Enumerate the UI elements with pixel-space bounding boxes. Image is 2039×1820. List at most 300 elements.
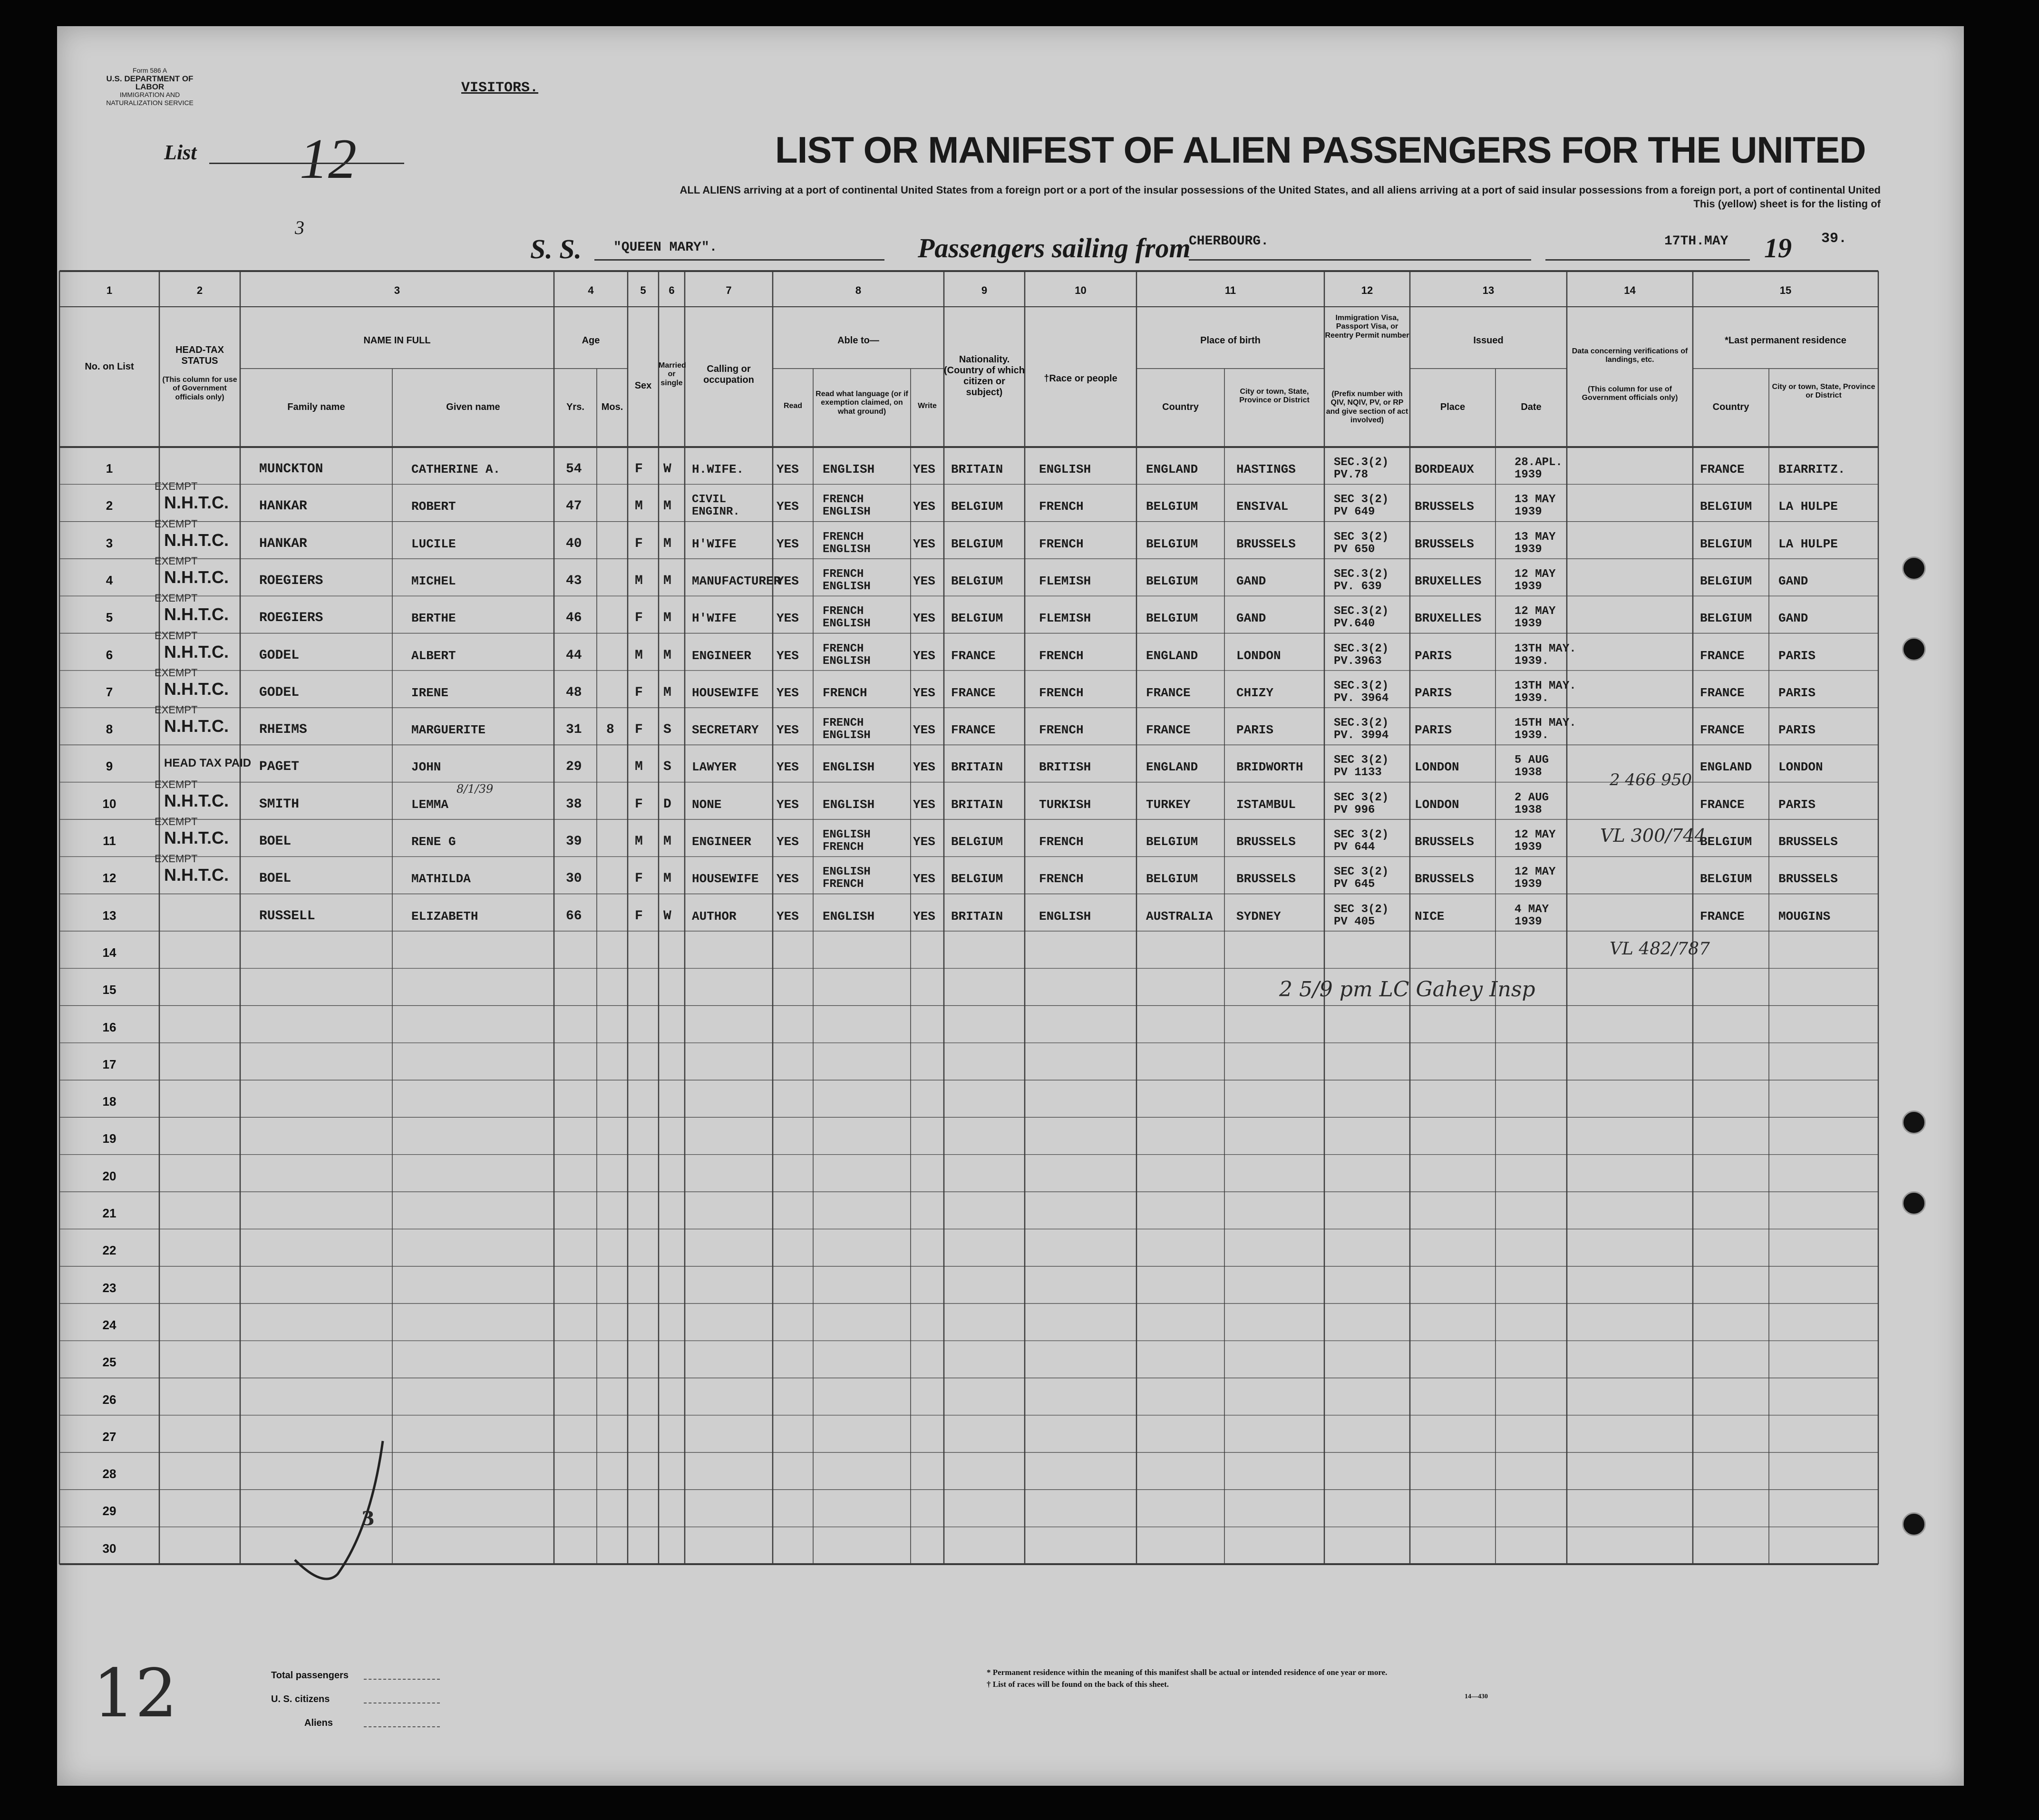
year-prefix: 19 (1764, 233, 1792, 263)
header-read-language: Read what language (or if exemption claimed, on what ground) (816, 390, 908, 416)
residence-country: BELGIUM (1700, 536, 1752, 551)
row-number: 25 (102, 1355, 117, 1370)
sailing-date: 17TH.MAY (1664, 234, 1728, 249)
family-name: RUSSELL (259, 908, 315, 924)
birth-city: HASTINGS (1236, 462, 1296, 477)
sex: F (635, 908, 643, 924)
can-read: YES (777, 648, 799, 663)
race-or-people: FRENCH (1039, 723, 1084, 738)
handwritten-mark: 3 (295, 217, 304, 238)
head-tax-status: N.H.T.C. (164, 642, 229, 662)
residence-country: BELGIUM (1700, 574, 1752, 588)
residence-city: BRUSSELS (1778, 872, 1838, 886)
can-read: YES (777, 574, 799, 588)
header-issued-date: Date (1521, 402, 1542, 412)
can-write: YES (913, 648, 935, 663)
column-number: 13 (1482, 284, 1495, 296)
read-language: FRENCH ENGLISH (823, 493, 871, 519)
age-years: 40 (566, 536, 582, 551)
exempt-stamp: EXEMPT (155, 629, 198, 642)
age-years: 38 (566, 797, 582, 812)
can-read: YES (777, 499, 799, 514)
age-years: 48 (566, 685, 582, 700)
issued-date: 12 MAY 1939 (1515, 866, 1556, 891)
birth-country: ENGLAND (1146, 648, 1198, 663)
nationality: BRITAIN (951, 760, 1003, 775)
issued-date: 13TH MAY. 1939. (1515, 642, 1576, 668)
column-number: 1 (106, 284, 113, 296)
can-read: YES (777, 536, 799, 551)
residence-country: FRANCE (1700, 797, 1745, 812)
given-name: ALBERT (411, 648, 456, 663)
header-able-to: Able to— (837, 335, 879, 346)
page-title: LIST OR MANIFEST OF ALIEN PASSENGERS FOR THE UNITED (775, 129, 1866, 171)
can-write: YES (913, 462, 935, 477)
residence-country: BELGIUM (1700, 872, 1752, 886)
sex: F (635, 871, 643, 886)
nationality: BELGIUM (951, 835, 1003, 849)
visa-number: SEC.3(2) PV. 639 (1334, 567, 1389, 593)
sex: F (635, 462, 643, 477)
row-number: 1 (106, 461, 113, 476)
issued-date: 12 MAY 1939 (1515, 567, 1556, 593)
occupation: HOUSEWIFE (692, 872, 759, 886)
row-number: 7 (106, 684, 113, 699)
occupation: MANUFACTURER (692, 574, 781, 588)
header-race: †Race or people (1044, 373, 1117, 384)
birth-country: BELGIUM (1146, 611, 1198, 626)
binder-hole (1902, 556, 1926, 580)
row-number: 27 (102, 1429, 117, 1444)
row-number: 8 (106, 722, 113, 737)
age-years: 46 (566, 611, 582, 626)
marital-status: S (663, 722, 671, 738)
issued-date: 28.APL. 1939 (1515, 456, 1563, 481)
row-number: 17 (102, 1057, 117, 1071)
issued-place: BRUSSELS (1415, 872, 1474, 886)
birth-country: ENGLAND (1146, 462, 1198, 477)
column-number: 9 (981, 284, 988, 296)
nationality: BRITAIN (951, 797, 1003, 812)
row-number: 21 (102, 1206, 117, 1220)
race-or-people: ENGLISH (1039, 909, 1091, 924)
head-tax-status: N.H.T.C. (164, 716, 229, 736)
total-passengers-line (364, 1679, 440, 1680)
head-tax-status: N.H.T.C. (164, 604, 229, 624)
issued-date: 12 MAY 1939 (1515, 605, 1556, 631)
age-months: 8 (606, 722, 614, 738)
row-number: 13 (102, 908, 117, 923)
row13-verification: VL 482/787 (1610, 939, 1710, 959)
can-write: YES (913, 872, 935, 886)
visitors-label: VISITORS. (461, 80, 539, 96)
birth-city: LONDON (1236, 648, 1281, 663)
header-verifications-note: (This column for use of Government officials only) (1582, 385, 1678, 402)
given-name: CATHERINE A. (411, 462, 501, 477)
occupation: NONE (692, 797, 722, 812)
race-or-people: FLEMISH (1039, 574, 1091, 588)
issued-place: LONDON (1415, 797, 1459, 812)
issued-date: 13TH MAY. 1939. (1515, 679, 1576, 705)
residence-city: LA HULPE (1778, 499, 1838, 514)
visa-number: SEC 3(2) PV 649 (1334, 493, 1389, 519)
head-tax-status: N.H.T.C. (164, 567, 229, 587)
residence-city: LA HULPE (1778, 536, 1838, 551)
issued-place: NICE (1415, 909, 1445, 924)
residence-city: PARIS (1778, 685, 1816, 700)
year-suffix: 39. (1821, 231, 1847, 247)
birth-country: AUSTRALIA (1146, 909, 1213, 924)
can-write: YES (913, 723, 935, 738)
occupation: SECRETARY (692, 723, 759, 738)
occupation: ENGINEER (692, 648, 751, 663)
nationality: BELGIUM (951, 611, 1003, 626)
nationality: FRANCE (951, 723, 996, 738)
column-number: 7 (726, 284, 732, 296)
family-name: HANKAR (259, 499, 307, 514)
row-number: 11 (103, 834, 116, 848)
departure-port: CHERBOURG. (1189, 234, 1269, 249)
issued-place: BRUXELLES (1415, 611, 1482, 626)
family-name: ROEGIERS (259, 573, 323, 588)
race-or-people: FRENCH (1039, 835, 1084, 849)
nationality: BELGIUM (951, 499, 1003, 514)
sex: F (635, 722, 643, 738)
footnote-residence: * Permanent residence within the meaning of this manifest shall be actual or intended residence of one year or more. (987, 1668, 1388, 1677)
head-tax-status: HEAD TAX PAID (164, 757, 252, 770)
occupation: H.WIFE. (692, 462, 744, 477)
race-or-people: FRENCH (1039, 872, 1084, 886)
family-name: ROEGIERS (259, 611, 323, 626)
subtitle-line-1: ALL ALIENS arriving at a port of continental United States from a foreign port or a port of the insular possessions of the United States, and all aliens arriving at a port of said insular possessions from a foreign port, a port of continental United (680, 184, 1881, 196)
can-write: YES (913, 611, 935, 626)
occupation: H'WIFE (692, 536, 737, 551)
given-name: MICHEL (411, 574, 456, 588)
column-number: 8 (855, 284, 862, 296)
list-number: 12 (300, 127, 357, 190)
nationality: BELGIUM (951, 574, 1003, 588)
inspector-signature: 2 5/9 pm LC Gahey Insp (1279, 977, 1535, 1002)
header-read: Read (783, 402, 803, 410)
column-number: 10 (1075, 284, 1087, 296)
can-read: YES (777, 797, 799, 812)
nationality: BRITAIN (951, 462, 1003, 477)
given-name: ROBERT (411, 499, 456, 514)
column-number: 15 (1779, 284, 1792, 296)
exempt-stamp: EXEMPT (155, 555, 198, 567)
can-read: YES (777, 909, 799, 924)
sex: F (635, 611, 643, 626)
can-write: YES (913, 499, 935, 514)
read-language: FRENCH (823, 685, 867, 700)
visa-number: SEC.3(2) PV.3963 (1334, 642, 1389, 668)
issued-place: BRUSSELS (1415, 536, 1474, 551)
marital-status: M (663, 648, 671, 663)
nationality: FRANCE (951, 648, 996, 663)
residence-country: BELGIUM (1700, 611, 1752, 626)
residence-city: PARIS (1778, 723, 1816, 738)
marital-status: S (663, 759, 671, 775)
aliens-label: Aliens (304, 1718, 333, 1728)
birth-country: BELGIUM (1146, 835, 1198, 849)
header-residence-country: Country (1712, 402, 1749, 412)
issued-date: 13 MAY 1939 (1515, 530, 1556, 556)
column-number: 6 (669, 284, 675, 296)
aliens-line (364, 1726, 440, 1727)
race-or-people: FRENCH (1039, 499, 1084, 514)
binder-hole (1902, 1110, 1926, 1134)
exempt-stamp: EXEMPT (155, 778, 198, 790)
exempt-stamp: EXEMPT (155, 480, 198, 493)
birth-country: BELGIUM (1146, 536, 1198, 551)
issued-date: 5 AUG 1938 (1515, 754, 1549, 779)
age-years: 31 (566, 722, 582, 738)
birth-city: GAND (1236, 611, 1266, 626)
age-years: 29 (566, 759, 582, 775)
marital-status: W (663, 462, 671, 477)
birth-country: BELGIUM (1146, 872, 1198, 886)
visa-number: SEC.3(2) PV. 3964 (1334, 679, 1389, 705)
column-number: 5 (640, 284, 646, 296)
residence-city: GAND (1778, 574, 1808, 588)
sex: M (635, 759, 643, 775)
header-nationality: Nationality. (Country of which citizen or subject) (944, 354, 1025, 398)
residence-city: GAND (1778, 611, 1808, 626)
occupation: AUTHOR (692, 909, 737, 924)
marital-status: M (663, 685, 671, 700)
can-read: YES (777, 462, 799, 477)
sex: M (635, 834, 643, 849)
birth-city: BRUSSELS (1236, 536, 1296, 551)
read-language: ENGLISH (823, 760, 875, 775)
birth-city: BRIDWORTH (1236, 760, 1303, 775)
sex: F (635, 685, 643, 700)
given-name: JOHN (411, 760, 441, 775)
footnote-races: † List of races will be found on the back of this sheet. (987, 1680, 1169, 1689)
residence-country: FRANCE (1700, 462, 1745, 477)
given-name: IRENE (411, 685, 449, 700)
row-number: 24 (102, 1317, 117, 1332)
row-number: 28 (102, 1467, 117, 1481)
column-number: 4 (588, 284, 594, 296)
header-calling: Calling or occupation (703, 364, 754, 385)
issued-place: PARIS (1415, 723, 1452, 738)
residence-city: PARIS (1778, 797, 1816, 812)
birth-country: TURKEY (1146, 797, 1191, 812)
age-years: 43 (566, 573, 582, 588)
birth-country: FRANCE (1146, 723, 1191, 738)
read-language: ENGLISH (823, 462, 875, 477)
column-number: 2 (196, 284, 203, 296)
sex: F (635, 797, 643, 812)
header-married-or-single: Married or single (659, 361, 686, 387)
header-visa-note: (Prefix number with QIV, NQIV, PV, or RP and give section of act involved) (1326, 390, 1408, 425)
nationality: BRITAIN (951, 909, 1003, 924)
residence-country: BELGIUM (1700, 499, 1752, 514)
row10-verification: VL 300/744 (1600, 825, 1706, 846)
form-number: Form 586 A (132, 67, 167, 74)
visa-number: SEC 3(2) PV 405 (1334, 903, 1389, 928)
row-number: 16 (102, 1020, 117, 1034)
family-name: HANKAR (259, 536, 307, 551)
marital-status: M (663, 871, 671, 886)
head-tax-status: N.H.T.C. (164, 530, 229, 550)
header-name-in-full: NAME IN FULL (363, 335, 431, 346)
birth-country: FRANCE (1146, 685, 1191, 700)
row-number: 14 (102, 945, 117, 960)
column-number: 3 (394, 284, 400, 296)
header-issued: Issued (1473, 335, 1504, 346)
column-number: 12 (1361, 284, 1373, 296)
given-name: LUCILE (411, 536, 456, 551)
birth-city: PARIS (1236, 723, 1274, 738)
birth-country: ENGLAND (1146, 760, 1198, 775)
can-write: YES (913, 574, 935, 588)
header-age: Age (582, 335, 600, 346)
binder-hole (1902, 1512, 1926, 1536)
race-or-people: FRENCH (1039, 536, 1084, 551)
race-or-people: ENGLISH (1039, 462, 1091, 477)
sex: M (635, 648, 643, 663)
issued-place: BORDEAUX (1415, 462, 1474, 477)
can-read: YES (777, 872, 799, 886)
occupation: H'WIFE (692, 611, 737, 626)
can-write: YES (913, 536, 935, 551)
row-number: 6 (106, 647, 113, 662)
exempt-stamp: EXEMPT (155, 592, 198, 604)
read-language: ENGLISH FRENCH (823, 866, 871, 891)
header-family-name: Family name (287, 402, 345, 412)
issued-place: LONDON (1415, 760, 1459, 775)
row9-tax-date: 8/1/39 (456, 782, 494, 796)
column-number: 14 (1624, 284, 1636, 296)
visa-number: SEC 3(2) PV 645 (1334, 866, 1389, 891)
read-language: ENGLISH (823, 909, 875, 924)
row-number: 3 (106, 535, 113, 550)
issued-place: PARIS (1415, 648, 1452, 663)
family-name: GODEL (259, 685, 300, 700)
header-no-on-list: No. on List (85, 361, 134, 372)
ss-label: S. S. (530, 234, 582, 264)
marital-status: W (663, 908, 671, 924)
occupation: LAWYER (692, 760, 737, 775)
issued-place: BRUXELLES (1415, 574, 1482, 588)
residence-country: FRANCE (1700, 685, 1745, 700)
issued-place: BRUSSELS (1415, 499, 1474, 514)
header-write: Write (918, 402, 937, 410)
row-number: 22 (102, 1243, 117, 1258)
exempt-stamp: EXEMPT (155, 816, 198, 827)
check-number: 3 (361, 1508, 375, 1530)
header-verifications: Data concerning verifications of landings, etc. (1572, 347, 1688, 364)
residence-city: MOUGINS (1778, 909, 1831, 924)
race-or-people: BRITISH (1039, 760, 1091, 775)
row-number: 15 (102, 983, 117, 997)
row-number: 30 (102, 1541, 117, 1556)
row-number: 26 (102, 1392, 117, 1407)
given-name: MARGUERITE (411, 723, 486, 738)
age-years: 54 (566, 462, 582, 477)
header-place-of-birth: Place of birth (1200, 335, 1261, 346)
row9-verification: 2 466 950 (1610, 770, 1692, 789)
marital-status: M (663, 573, 671, 588)
age-years: 66 (566, 908, 582, 924)
issued-place: BRUSSELS (1415, 835, 1474, 849)
issued-date: 2 AUG 1938 (1515, 791, 1549, 817)
head-tax-status: N.H.T.C. (164, 865, 229, 885)
column-number: 11 (1224, 284, 1236, 296)
residence-city: BRUSSELS (1778, 835, 1838, 849)
header-mos: Mos. (601, 402, 623, 412)
form-code: 14—430 (1465, 1693, 1488, 1700)
birth-country: BELGIUM (1146, 499, 1198, 514)
binder-hole (1902, 1191, 1926, 1215)
row-number: 23 (102, 1280, 117, 1295)
given-name: RENE G (411, 835, 456, 849)
can-read: YES (777, 685, 799, 700)
visa-number: SEC.3(2) PV. 3994 (1334, 717, 1389, 742)
read-language: FRENCH ENGLISH (823, 642, 871, 668)
given-name: BERTHE (411, 611, 456, 626)
visa-number: SEC 3(2) PV 650 (1334, 530, 1389, 556)
head-tax-status: N.H.T.C. (164, 828, 229, 847)
race-or-people: FRENCH (1039, 648, 1084, 663)
row-number: 29 (102, 1504, 117, 1518)
row-number: 9 (106, 759, 113, 774)
issued-place: PARIS (1415, 685, 1452, 700)
age-years: 30 (566, 871, 582, 886)
sex: F (635, 536, 643, 551)
visa-number: SEC 3(2) PV 1133 (1334, 754, 1389, 779)
can-write: YES (913, 685, 935, 700)
family-name: GODEL (259, 648, 300, 663)
birth-city: CHIZY (1236, 685, 1274, 700)
read-language: FRENCH ENGLISH (823, 567, 871, 593)
age-years: 44 (566, 648, 582, 663)
subtitle-line-2: This (yellow) sheet is for the listing of (1693, 198, 1881, 210)
header-given-name: Given name (446, 402, 500, 412)
given-name: MATHILDA (411, 872, 471, 886)
list-label: List (164, 141, 197, 164)
row-number: 18 (102, 1094, 117, 1109)
row-number: 5 (106, 610, 113, 625)
head-tax-status: N.H.T.C. (164, 679, 229, 699)
can-write: YES (913, 797, 935, 812)
issued-date: 12 MAY 1939 (1515, 828, 1556, 854)
us-citizens-label: U. S. citizens (271, 1694, 330, 1704)
marital-status: M (663, 499, 671, 514)
binder-hole (1902, 637, 1926, 661)
visa-number: SEC.3(2) PV.640 (1334, 605, 1389, 631)
race-or-people: TURKISH (1039, 797, 1091, 812)
residence-country: FRANCE (1700, 648, 1745, 663)
header-yrs: Yrs. (566, 402, 584, 412)
row-number: 12 (102, 871, 117, 886)
can-read: YES (777, 611, 799, 626)
residence-country: FRANCE (1700, 909, 1745, 924)
exempt-stamp: EXEMPT (155, 517, 198, 530)
given-name: LEMMA (411, 797, 449, 812)
can-write: YES (913, 835, 935, 849)
can-read: YES (777, 723, 799, 738)
residence-country: BELGIUM (1700, 835, 1752, 849)
nationality: BELGIUM (951, 872, 1003, 886)
visa-number: SEC 3(2) PV 996 (1334, 791, 1389, 817)
birth-city: GAND (1236, 574, 1266, 588)
sex: M (635, 573, 643, 588)
header-last-residence: *Last permanent residence (1725, 335, 1846, 346)
header-residence-city: City or town, State, Province or District (1772, 383, 1875, 400)
